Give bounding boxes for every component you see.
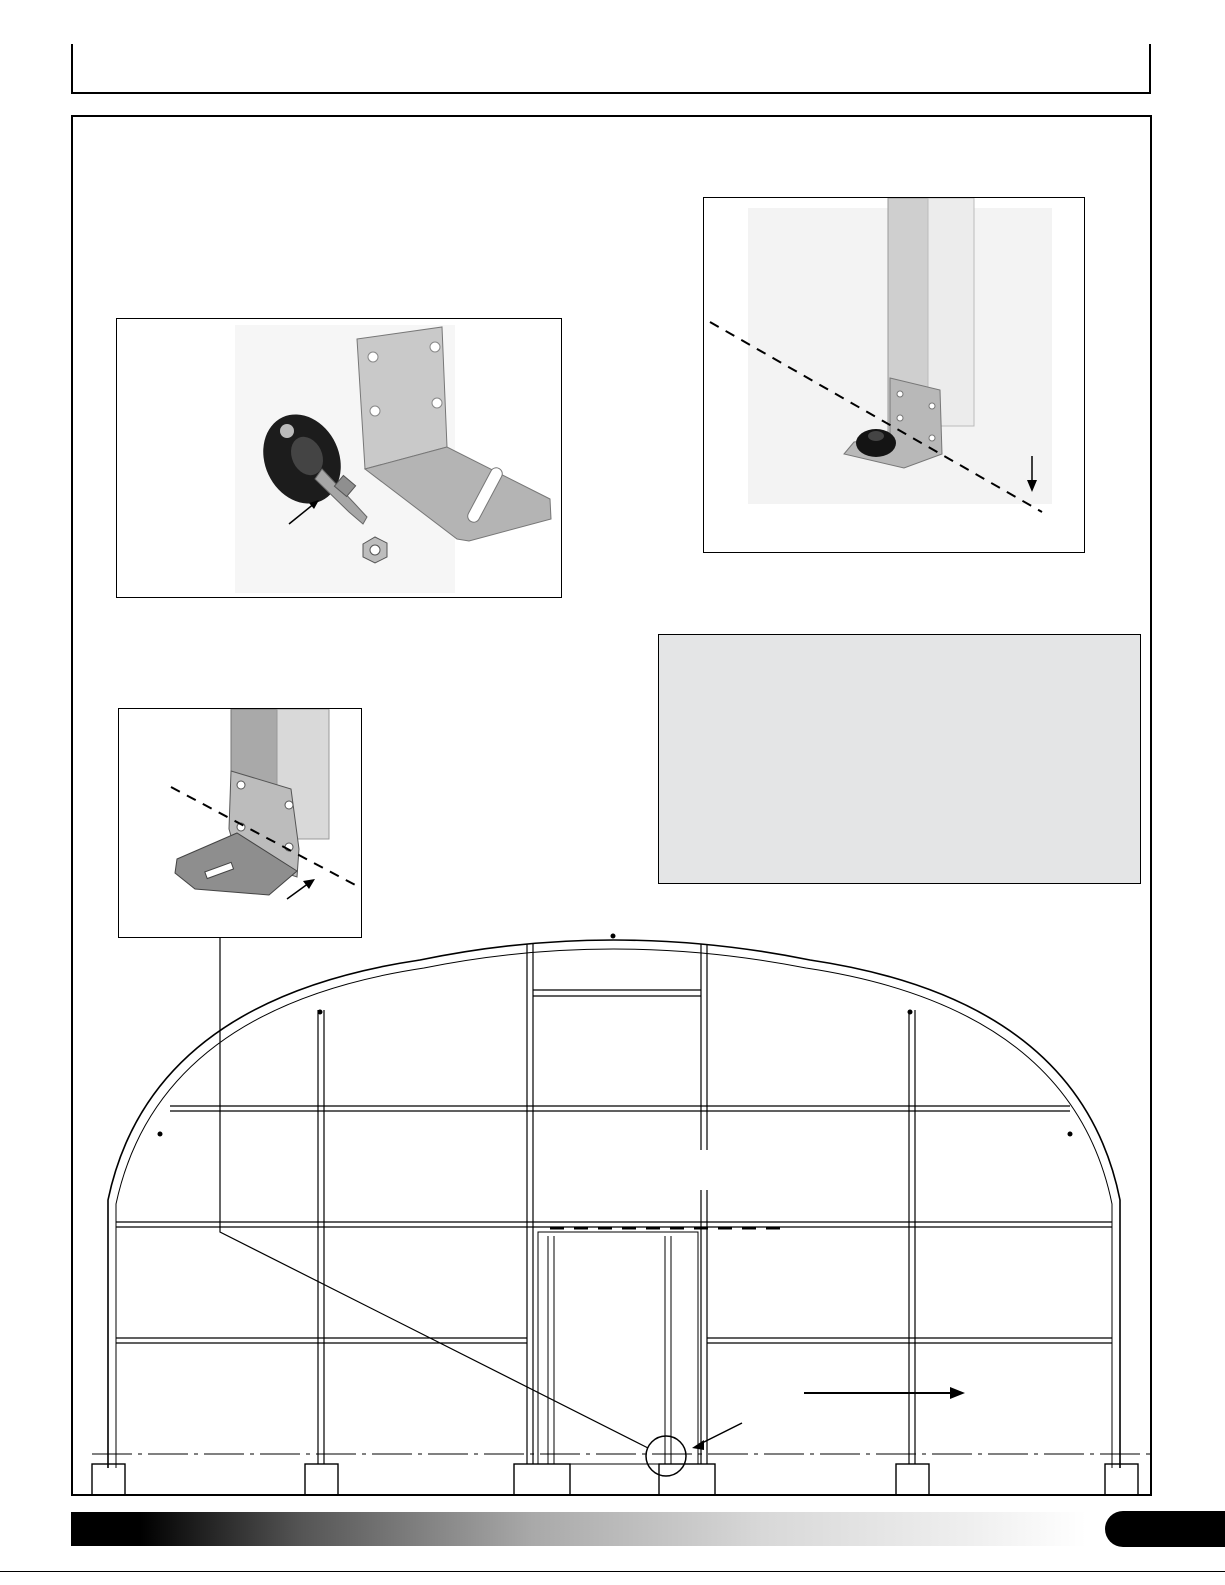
greenhouse-end-wall-drawing <box>71 930 1152 1496</box>
door-frame <box>538 1232 698 1464</box>
footer-gradient-bar <box>71 1512 1225 1546</box>
footings <box>92 1464 1138 1496</box>
page-number <box>1105 1519 1127 1539</box>
callout-pointer-arrow <box>700 1423 742 1444</box>
bottom-rule <box>0 1571 1225 1572</box>
page-header-box <box>71 44 1151 94</box>
roller-hardware-photo <box>116 318 562 598</box>
page-number-tab <box>1105 1511 1225 1547</box>
bracket-pointer-arrow <box>287 883 309 899</box>
outer-arch <box>108 940 1120 1468</box>
info-note-box <box>658 634 1141 884</box>
end-wall-studs <box>318 944 915 1464</box>
detail-leader-line <box>220 938 648 1448</box>
end-wall-purlins <box>116 990 1112 1343</box>
detail-callout-circle <box>646 1436 686 1476</box>
bracket-on-post-photo <box>118 708 362 938</box>
post-roller-installed-photo <box>703 197 1085 553</box>
